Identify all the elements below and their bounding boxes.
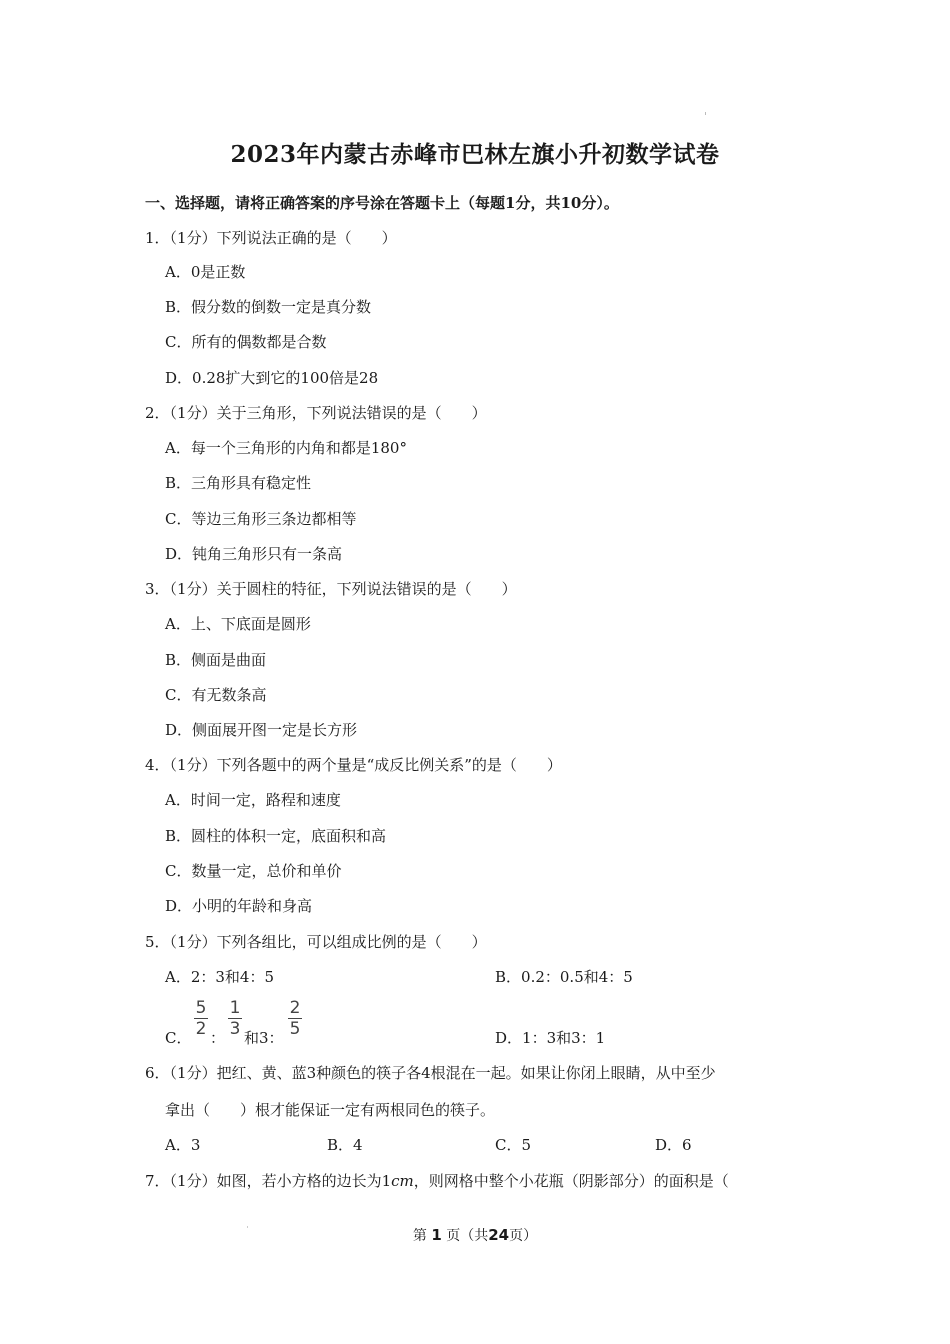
question-7-stem <box>145 1171 729 1191</box>
footer-suffix: 页） <box>509 1228 538 1244</box>
question-3-option-b: B．侧面是曲面 <box>165 651 267 669</box>
question-5-stem: 5．（1分）下列各组比，可以组成比例的是（ ） <box>145 933 487 951</box>
unit-cm: cm <box>391 1172 414 1190</box>
question-1-option-d: D．0.28扩大到它的100倍是28 <box>165 369 379 387</box>
question-6-option-d: D．6 <box>655 1136 692 1154</box>
question-5-option-c-mid: 和3： <box>244 1029 284 1047</box>
fraction-numerator: 1 <box>229 998 241 1018</box>
question-1-option-c: C．所有的偶数都是合数 <box>165 333 327 351</box>
fraction-numerator: 5 <box>195 998 207 1018</box>
question-4-option-b: B．圆柱的体积一定，底面积和高 <box>165 827 387 845</box>
fraction-numerator: 2 <box>289 998 301 1018</box>
question-3-option-a: A．上、下底面是圆形 <box>165 615 311 633</box>
question-6-stem-line-1: 6．（1分）把红、黄、蓝3种颜色的筷子各4根混在一起。如果让你闭上眼睛，从中至少 <box>145 1064 716 1082</box>
question-5-option-c-label: C． <box>165 1029 192 1047</box>
question-5-option-b: B．0.2：0.5和4：5 <box>495 968 633 986</box>
footer-prefix: 第 <box>412 1228 427 1244</box>
question-3-option-c: C．有无数条高 <box>165 686 267 704</box>
page-footer <box>0 1225 950 1245</box>
question-1-stem: 1．（1分）下列说法正确的是（ ） <box>145 229 397 247</box>
question-6-stem-line-2: 拿出（ ）根才能保证一定有两根同色的筷子。 <box>165 1101 496 1119</box>
fraction-2-over-5 <box>287 999 303 1038</box>
scan-mark <box>705 112 706 115</box>
question-1-option-b: B．假分数的倒数一定是真分数 <box>165 298 372 316</box>
page-number: 1 <box>431 1226 442 1244</box>
page-title: 2023年内蒙古赤峰市巴林左旗小升初数学试卷 <box>230 141 720 168</box>
question-7-stem-start: 7．（1分）如图，若小方格的边长为1 <box>145 1172 392 1190</box>
question-5-option-a: A．2：3和4：5 <box>165 968 275 986</box>
question-2-stem: 2．（1分）关于三角形，下列说法错误的是（ ） <box>145 404 487 422</box>
fraction-denominator: 2 <box>195 1019 207 1039</box>
fraction-denominator: 3 <box>229 1019 241 1039</box>
question-3-stem: 3．（1分）关于圆柱的特征，下列说法错误的是（ ） <box>145 580 517 598</box>
question-2-option-d: D．钝角三角形只有一条高 <box>165 545 343 563</box>
section-heading: 一、选择题，请将正确答案的序号涂在答题卡上（每题1分，共10分）。 <box>145 194 619 212</box>
question-6-option-c: C．5 <box>495 1136 532 1154</box>
question-2-option-a: A．每一个三角形的内角和都是180° <box>165 439 407 457</box>
footer-middle: 页（共 <box>446 1228 489 1244</box>
question-4-option-c: C．数量一定，总价和单价 <box>165 862 342 880</box>
question-7-stem-end: ，则网格中整个小花瓶（阴影部分）的面积是（ <box>413 1172 729 1190</box>
total-pages: 24 <box>488 1226 510 1244</box>
ratio-colon: ： <box>210 1029 226 1047</box>
question-4-option-a: A．时间一定，路程和速度 <box>165 791 341 809</box>
question-4-option-d: D．小明的年龄和身高 <box>165 897 313 915</box>
question-3-option-d: D．侧面展开图一定是长方形 <box>165 721 358 739</box>
fraction-denominator: 5 <box>289 1019 301 1039</box>
question-2-option-c: C．等边三角形三条边都相等 <box>165 510 357 528</box>
question-2-option-b: B．三角形具有稳定性 <box>165 474 312 492</box>
question-6-option-a: A．3 <box>165 1136 201 1154</box>
question-5-option-d: D．1：3和3：1 <box>495 1029 606 1047</box>
question-1-option-a: A．0是正数 <box>165 263 246 281</box>
question-4-stem: 4．（1分）下列各题中的两个量是“成反比例关系”的是（ ） <box>145 756 562 774</box>
fraction-5-over-2 <box>193 999 209 1038</box>
question-6-option-b: B．4 <box>327 1136 363 1154</box>
fraction-1-over-3 <box>227 999 243 1038</box>
